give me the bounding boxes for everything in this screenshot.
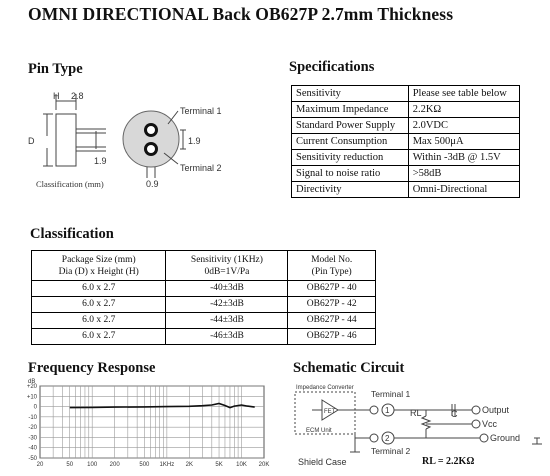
classification-header-cell <box>288 251 376 281</box>
y-tick-label: -50 <box>28 456 37 462</box>
spec-label: Signal to noise ratio <box>292 166 409 182</box>
spec-value: Please see table below <box>408 86 519 102</box>
schematic-terminal2-label: Terminal 2 <box>371 446 411 456</box>
y-tick-label: +10 <box>26 394 37 401</box>
spec-label: Sensitivity reduction <box>292 150 409 166</box>
y-tick-label: -30 <box>28 435 37 442</box>
specifications-table <box>291 85 520 198</box>
rl-value-label: RL = 2.2KΩ <box>422 456 475 467</box>
header-line: Model No. <box>311 254 353 265</box>
ground-label: Ground <box>490 433 521 443</box>
classification-cell: -40±3dB <box>166 281 288 297</box>
header-line: Sensitivity (1KHz) <box>190 254 263 265</box>
classification-cell: 6.0 x 2.7 <box>32 313 166 329</box>
y-axis-label: dB <box>28 379 36 385</box>
x-tick-label: 5K <box>215 462 223 468</box>
x-tick-label: 500 <box>139 462 150 468</box>
classification-cell: -44±3dB <box>166 313 288 329</box>
schematic-heading: Schematic Circuit <box>293 360 405 376</box>
x-tick-label: 200 <box>109 462 120 468</box>
classification-cell: 6.0 x 2.7 <box>32 297 166 313</box>
classification-row <box>32 281 376 297</box>
spec-label: Maximum Impedance <box>292 102 409 118</box>
spec-value: 2.0VDC <box>408 118 519 134</box>
output-label: Output <box>482 405 510 415</box>
x-tick-label: 50 <box>66 462 74 468</box>
y-tick-label: +20 <box>26 384 37 390</box>
x-tick-label: 20 <box>36 462 44 468</box>
spec-value: >58dB <box>408 166 519 182</box>
spec-value: Omni-Directional <box>408 182 519 198</box>
page-title: OMNI DIRECTIONAL Back OB627P 2.7mm Thickness <box>28 4 454 24</box>
classification-header-cell <box>166 251 288 281</box>
x-tick-label: 1KHz <box>159 462 175 468</box>
classification-cell: -46±3dB <box>166 329 288 345</box>
classification-row <box>32 313 376 329</box>
header-line: Package Size (mm) <box>61 254 136 265</box>
schematic-diagram <box>292 380 550 474</box>
x-tick-label: 100 <box>87 462 98 468</box>
spec-row <box>292 182 520 198</box>
spec-value: Max 500μA <box>408 134 519 150</box>
pin-type-heading: Pin Type <box>28 61 83 77</box>
y-tick-label: 0 <box>33 404 37 411</box>
y-tick-label: -40 <box>28 445 37 452</box>
frequency-response-chart <box>0 374 280 474</box>
c-label: C <box>451 409 458 419</box>
dim-pin-value: 1.9 <box>94 156 107 166</box>
impedance-converter-label: Impedance Converter <box>296 385 354 391</box>
frequency-response-heading: Frequency Response <box>28 360 156 376</box>
classification-cell: OB627P - 46 <box>288 329 376 345</box>
spec-value: Within -3dB @ 1.5V <box>408 150 519 166</box>
spec-row <box>292 86 520 102</box>
dim-h-value: 2.8 <box>71 91 84 101</box>
specifications-heading: Specifications <box>289 59 375 75</box>
schematic-terminal1-label: Terminal 1 <box>371 389 411 399</box>
spec-row <box>292 134 520 150</box>
node1-label: 1 <box>385 406 390 415</box>
shield-case-label: Shield Case <box>298 457 347 467</box>
classification-table <box>31 250 376 345</box>
pin-type-drawing <box>28 86 243 192</box>
x-tick-label: 10K <box>236 462 247 468</box>
node2-label: 2 <box>385 434 390 443</box>
y-tick-label: -10 <box>28 414 37 421</box>
terminal1-label: Terminal 1 <box>180 106 222 116</box>
spec-row <box>292 150 520 166</box>
header-line: 0dB=1V/Pa <box>204 266 250 277</box>
classification-header-row <box>32 251 376 281</box>
x-tick-label: 2K <box>185 462 194 468</box>
rl-label: RL <box>410 408 422 418</box>
classification-cell: 6.0 x 2.7 <box>32 281 166 297</box>
terminal2-label: Terminal 2 <box>180 163 222 173</box>
spec-value: 2.2KΩ <box>408 102 519 118</box>
classification-header-cell <box>32 251 166 281</box>
classification-cell: -42±3dB <box>166 297 288 313</box>
classification-cell: OB627P - 44 <box>288 313 376 329</box>
x-tick-label: 20K <box>258 462 270 468</box>
spec-label: Sensitivity <box>292 86 409 102</box>
dim-h-label: H <box>53 91 60 101</box>
header-line: Dia (D) x Height (H) <box>58 266 139 277</box>
classification-cell: OB627P - 40 <box>288 281 376 297</box>
spec-row <box>292 166 520 182</box>
classification-row <box>32 329 376 345</box>
classification-cell: 6.0 x 2.7 <box>32 329 166 345</box>
pin-type-caption: Classification (mm) <box>36 179 104 189</box>
dim-d-label: D <box>28 136 35 146</box>
dim-pitch-value: 1.9 <box>188 136 201 146</box>
plot-frame <box>40 386 264 458</box>
spec-label: Standard Power Supply <box>292 118 409 134</box>
classification-cell: OB627P - 42 <box>288 297 376 313</box>
header-line: (Pin Type) <box>311 266 352 277</box>
vcc-label: Vcc <box>482 419 498 429</box>
spec-label: Current Consumption <box>292 134 409 150</box>
spec-row <box>292 102 520 118</box>
y-tick-label: -20 <box>28 425 37 432</box>
fet-label: FET <box>324 409 336 415</box>
ecm-unit-label: ECM Unit <box>306 428 332 434</box>
classification-heading: Classification <box>30 226 114 242</box>
spec-row <box>292 118 520 134</box>
dim-pin-dia-value: 0.9 <box>146 179 159 189</box>
spec-label: Directivity <box>292 182 409 198</box>
classification-row <box>32 297 376 313</box>
